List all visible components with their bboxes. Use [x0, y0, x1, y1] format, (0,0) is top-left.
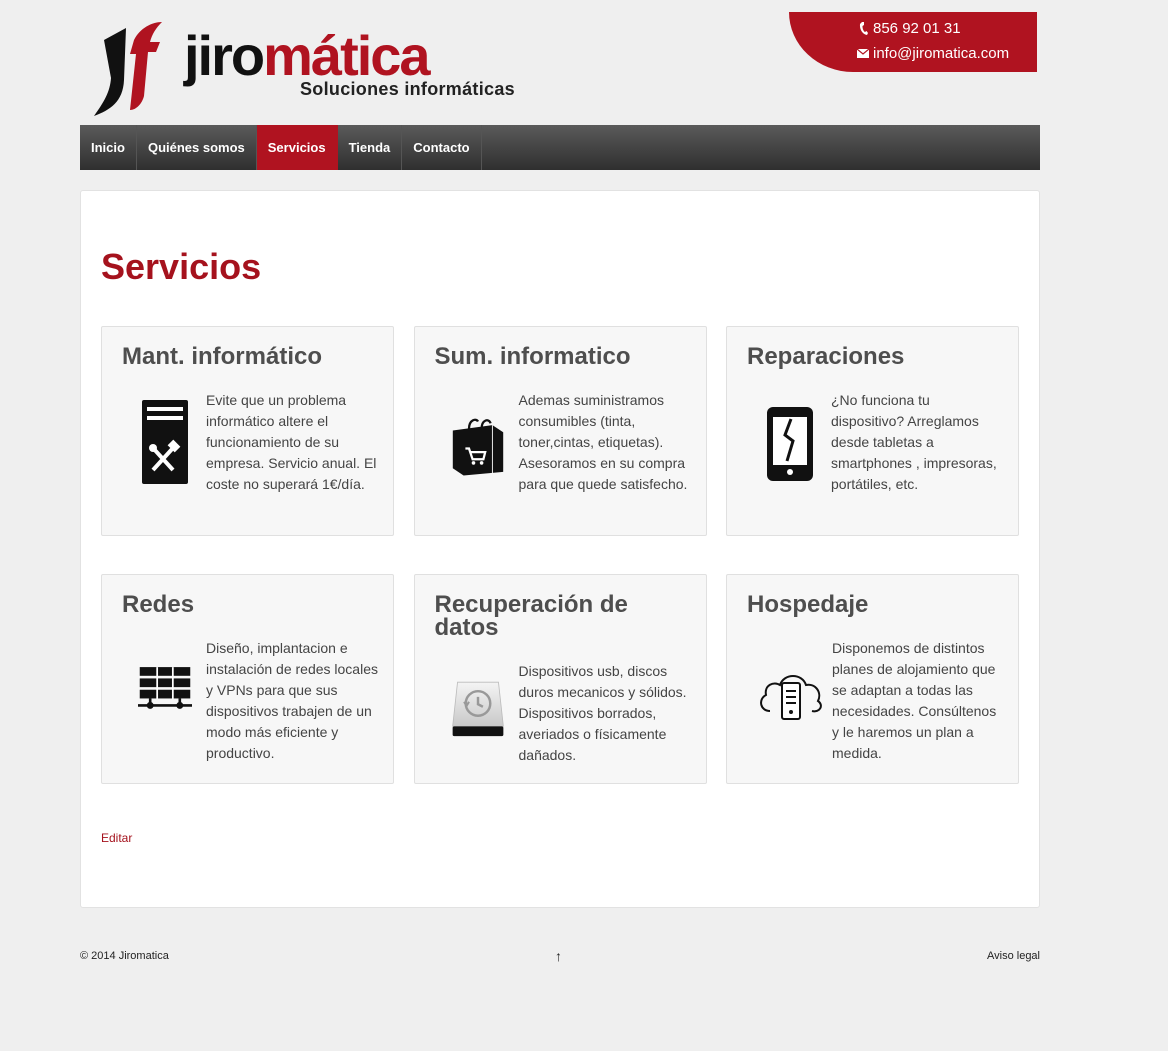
card-title: Redes [122, 591, 195, 618]
card-title: Reparaciones [747, 343, 905, 370]
phone-icon [859, 21, 869, 36]
service-card-suministros [414, 326, 707, 536]
broken-phone-icon [763, 399, 817, 489]
logo-word-part-1: jiro [184, 24, 264, 87]
phone-number: 856 92 01 31 [873, 20, 961, 37]
service-card-redes [101, 574, 394, 784]
site-header [80, 0, 1040, 125]
logo-tagline: Soluciones informáticas [300, 79, 515, 99]
card-title: Mant. informático [122, 343, 323, 370]
email-contact[interactable] [857, 45, 1009, 62]
contact-box [789, 12, 1037, 72]
card-text: ¿No funciona tu dispositivo? Arreglamos desde tabletas a smartphones , impresoras, portátiles, etc. [831, 392, 997, 492]
footer-copyright: © 2014 Jiromatica [80, 950, 169, 962]
server-tools-icon [138, 397, 192, 487]
page-wrapper [80, 0, 1040, 968]
service-card-recuperacion [414, 574, 707, 784]
main-nav [80, 125, 1040, 170]
card-text: Dispositivos usb, discos duros mecanicos y sólidos. Dispositivos borrados, averiados o físicamente dañados. [518, 663, 687, 763]
card-text: Disponemos de distintos planes de alojamiento que se adaptan a todas las necesidades. Consúltenos y le haremos un plan a medida. [832, 640, 997, 761]
service-card-mantenimiento [101, 326, 394, 536]
phone-contact[interactable] [859, 20, 961, 37]
envelope-icon [857, 49, 869, 58]
nav-item-quienes-somos[interactable]: Quiénes somos [137, 125, 257, 170]
backup-drive-icon [451, 665, 505, 755]
email-address: info@jiromatica.com [873, 45, 1010, 62]
shopping-bag-icon [451, 399, 505, 489]
site-logo[interactable] [90, 18, 520, 118]
nav-item-servicios[interactable]: Servicios [257, 125, 338, 170]
service-card-reparaciones [726, 326, 1019, 536]
card-title: Recuperación de datos [434, 591, 628, 641]
logo-word-part-2: mática [263, 24, 429, 87]
back-to-top-arrow-icon[interactable]: ↑ [555, 948, 562, 964]
nav-item-inicio[interactable]: Inicio [80, 125, 137, 170]
card-text: Ademas suministramos consumibles (tinta, toner,cintas, etiquetas). Asesoramos en su compra para que quede satisfecho. [518, 392, 688, 492]
cloud-server-icon [755, 649, 825, 739]
content-panel [80, 190, 1040, 908]
card-text: Diseño, implantacion e instalación de redes locales y VPNs para que sus dispositivos trabajen de un modo más eficiente y productivo. [206, 640, 378, 761]
logo-wordmark [184, 26, 429, 86]
services-grid [101, 326, 1019, 784]
logo-mark-icon [90, 18, 170, 118]
page-title: Servicios [101, 246, 262, 287]
network-rack-icon [138, 643, 192, 733]
nav-item-tienda[interactable]: Tienda [338, 125, 403, 170]
card-title: Hospedaje [747, 591, 869, 618]
site-footer [80, 908, 1040, 968]
service-card-hospedaje [726, 574, 1019, 784]
legal-notice-link[interactable]: Aviso legal [987, 950, 1040, 962]
edit-link[interactable]: Editar [101, 831, 133, 845]
card-text: Evite que un problema informático altere el funcionamiento de su empresa. Servicio anual. El coste no superará 1€/día. [206, 392, 377, 492]
nav-item-contacto[interactable]: Contacto [402, 125, 481, 170]
card-title: Sum. informatico [434, 343, 631, 370]
